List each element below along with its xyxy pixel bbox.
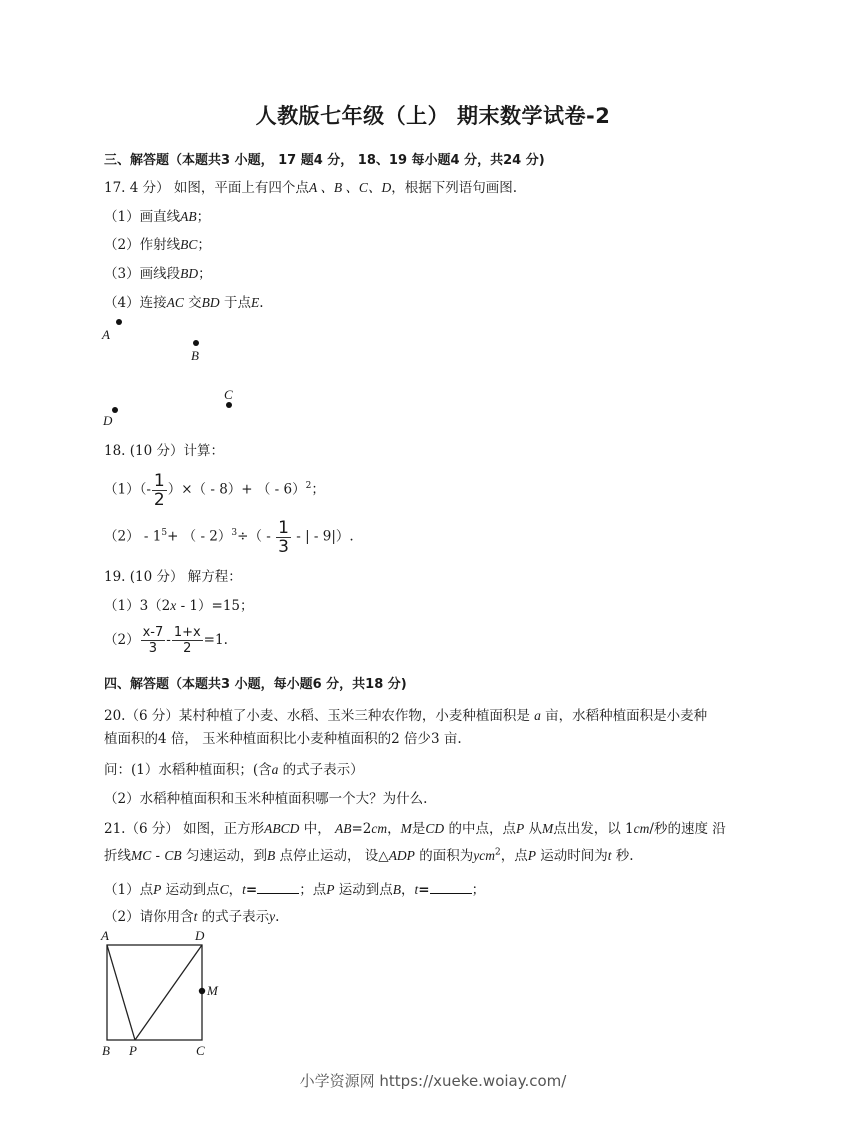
q21-question-2	[104, 905, 279, 925]
q21-l2-m2: CB	[164, 848, 182, 863]
q21-l2-m5: ycm	[473, 848, 495, 863]
q21-q1-end: ；	[471, 882, 486, 898]
q18-item-1-open: （-	[139, 481, 151, 498]
q18-item-1	[104, 467, 325, 509]
q18-item-2	[104, 514, 354, 556]
fraction-numerator: x-7	[142, 625, 164, 640]
q17-item-3-end: ；	[198, 266, 212, 282]
section-3-heading: 三、解答题（本题共3 小题， 17 题4 分， 18、19 每小题4 分，共24 分)	[104, 153, 545, 168]
q21-q1-t2: 运动到点	[161, 882, 220, 898]
footer-watermark: 小学资源网 https://xueke.woiay.com/	[299, 1072, 567, 1090]
q21-m2: AB	[335, 821, 352, 836]
q17-item-2-math: BC	[180, 237, 198, 252]
q18-item-1-label: （1）	[104, 481, 140, 498]
point-a-label: A	[102, 327, 110, 342]
q21-q1-t6: ，	[401, 882, 415, 898]
q20-question-2: （2）水稻种植面积和玉米种植面积哪一个大？为什么.	[104, 791, 428, 807]
q20-line-1-a: 20.（6 分）某村种植了小麦、水稻、玉米三种农作物，小麦种植面积是	[104, 708, 535, 724]
q21-q1-m1: P	[153, 882, 162, 897]
q19-item-2-rest: =1.	[203, 632, 228, 648]
q17-item-4-math2: BD	[201, 295, 220, 310]
q20-q1-a: 问：(1）水稻种植面积；(含	[104, 762, 272, 778]
q21-q2-m1: t	[193, 909, 198, 924]
answer-blank-2[interactable]	[430, 881, 472, 894]
q21-l2-t5: 的面积为	[414, 848, 474, 864]
q18-item-2-exponent-1: 5	[161, 528, 168, 538]
q21-m4: M	[400, 821, 412, 836]
q18-item-2-label: （2） - 1	[104, 528, 162, 545]
q17-item-1-end: ；	[196, 209, 211, 225]
figure-label-a: A	[101, 928, 109, 943]
q21-q1-t5: 运动到点	[334, 882, 393, 898]
point-c-label: C	[224, 387, 233, 402]
point-b-dot	[193, 340, 199, 346]
q21-l2-m6: P	[527, 848, 536, 863]
q21-q2-end: .	[275, 909, 280, 925]
q18-item-2-fraction	[276, 519, 291, 556]
q21-l2-m4: ADP	[388, 848, 415, 863]
q21-t7: 从	[524, 821, 543, 837]
point-d-dot	[112, 407, 118, 413]
q18-item-1-rest: ）×（ - 8）+ （ - 6）	[167, 481, 306, 498]
figure-label-m: M	[207, 983, 218, 998]
q21-m1: ABCD	[264, 821, 300, 836]
q17-item-1-label: （1）画直线	[104, 209, 181, 225]
q21-q1-m6: t	[414, 882, 419, 897]
q21-l2-t1: 折线	[104, 848, 131, 864]
q17-item-3	[104, 262, 212, 282]
q21-l2-m7: t	[607, 848, 612, 863]
q21-l2-m1: MC	[131, 848, 152, 863]
q21-q1-m3: t	[242, 882, 246, 897]
fraction-numerator: 1	[278, 517, 289, 538]
square-abcd-diagram	[95, 925, 255, 1065]
q17-item-2	[104, 233, 211, 253]
q18-stem: 18. (10 分）计算：	[104, 443, 224, 459]
q21-q1-eq: =	[245, 882, 258, 898]
q21-m8: cm	[633, 821, 650, 836]
q21-t4: ，	[387, 821, 401, 837]
q17-item-4-mid: 交	[183, 295, 202, 311]
q17-stem-points: A 、B 、C、D	[308, 180, 392, 195]
q21-l2-t7: 运动时间为	[535, 848, 608, 864]
q17-item-4-math3: E	[250, 295, 260, 310]
q21-q1-t3: ，	[228, 882, 243, 898]
q21-question-1	[104, 878, 485, 898]
q19-item-1-var: x	[170, 598, 177, 613]
q19-item-1-label: （1）3（2	[104, 598, 171, 614]
point-a-dot	[116, 319, 122, 325]
q21-t8: 点出发，以 1	[553, 821, 634, 837]
q21-m3: cm	[371, 821, 388, 836]
fraction-numerator: 1+x	[173, 625, 201, 640]
q18-item-1-end: ；	[311, 481, 325, 498]
q19-fraction-2	[172, 625, 203, 656]
q21-q1-eq2: =	[418, 882, 430, 898]
q18-item-1-exponent: 2	[305, 481, 312, 491]
q21-t5: 是	[411, 821, 426, 837]
q19-item-1	[104, 594, 254, 614]
fraction-denominator: 3	[278, 536, 289, 557]
point-b-label: B	[191, 348, 199, 363]
q21-l2-m3: B	[266, 848, 276, 863]
q17-stem	[104, 176, 517, 196]
q17-stem-prefix: 17. 4 分） 如图，平面上有四个点	[104, 180, 309, 196]
fraction-denominator: 2	[153, 489, 165, 510]
q18-item-2-rest: - | - 9|）.	[291, 528, 354, 545]
q21-l2-t8: 秒.	[611, 848, 634, 864]
q21-m6: P	[515, 821, 525, 836]
q17-item-3-math: BD	[180, 266, 199, 281]
q19-item-2-label: （2）	[104, 632, 140, 648]
figure-label-b: B	[102, 1043, 110, 1058]
fraction-denominator: 3	[148, 641, 158, 656]
q21-t3: =2	[351, 821, 372, 837]
q17-item-2-end: ；	[197, 237, 211, 253]
q21-l2-t2: -	[151, 848, 165, 864]
q21-q1-m4: P	[326, 882, 335, 897]
q21-l2-t3: 匀速运动，到	[181, 848, 267, 864]
q17-item-4-math: AC	[166, 295, 184, 310]
q19-item-2	[104, 622, 228, 658]
q21-q1-m5: B	[392, 882, 402, 897]
q21-q1-m2: C	[219, 882, 229, 897]
q20-line-1-b: 亩，水稻种植面积是小麦种	[540, 708, 708, 724]
q21-t1: 21.（6 分） 如图，正方形	[104, 821, 265, 837]
q21-t2: 中，	[299, 821, 335, 837]
q21-line-2	[104, 844, 634, 864]
q21-q1-t4: ；点	[299, 882, 327, 898]
point-c-dot	[226, 402, 232, 408]
q17-item-4-end: .	[259, 295, 264, 311]
q17-item-4-label: （4）连接	[104, 295, 167, 311]
figure-label-c: C	[196, 1043, 205, 1058]
q21-t9: /秒的速度 沿	[649, 821, 726, 837]
q17-item-1	[104, 205, 210, 225]
q21-q2-m2: y	[269, 909, 276, 924]
q20-question-1	[104, 758, 364, 778]
q21-l2-exp: 2	[494, 847, 501, 858]
page-title: 人教版七年级（上） 期末数学试卷-2	[255, 104, 611, 128]
answer-blank-1[interactable]	[257, 881, 299, 894]
q17-item-1-math: AB	[180, 209, 197, 224]
q19-item-2-operator: -	[166, 632, 171, 648]
q19-item-1-rest: - 1）=15；	[176, 598, 254, 614]
q18-item-2-exponent-2: 3	[231, 528, 238, 538]
q21-t6: 的中点，点	[444, 821, 516, 837]
q21-l2-t6: ，点	[500, 848, 528, 864]
q20-q1-b: 的式子表示）	[278, 762, 364, 778]
fraction-numerator: 1	[153, 470, 165, 491]
q17-item-2-label: （2）作射线	[104, 237, 181, 253]
q17-stem-suffix: ，根据下列语句画图.	[391, 180, 517, 196]
figure-label-p: P	[129, 1043, 137, 1058]
q18-item-1-fraction	[152, 472, 167, 509]
q18-item-2-mid: + （ - 2）	[167, 528, 232, 545]
q17-item-4	[104, 291, 264, 311]
q19-fraction-1	[141, 625, 166, 656]
q20-q1-var: a	[271, 762, 279, 777]
q21-m7: M	[542, 821, 554, 836]
figure-label-d: D	[195, 928, 205, 943]
q17-item-4-end2: 于点	[219, 295, 251, 311]
section-4-heading: 四、解答题（本题共3 小题，每小题6 分，共18 分)	[104, 677, 407, 692]
q19-stem: 19. (10 分） 解方程：	[104, 569, 242, 585]
q21-line-1	[104, 817, 726, 837]
point-d-label: D	[103, 413, 113, 428]
q20-line-2: 植面积的4 倍， 玉米种植面积比小麦种植面积的2 倍少3 亩.	[104, 731, 462, 747]
q21-q1-t1: （1）点	[104, 882, 154, 898]
q21-q2-t1: （2）请你用含	[104, 909, 194, 925]
q21-l2-t4: 点停止运动， 设△	[275, 848, 389, 864]
fraction-denominator: 2	[183, 641, 192, 656]
q20-line-1	[104, 704, 707, 724]
q21-q2-t2: 的式子表示	[197, 909, 270, 925]
q21-m5: CD	[425, 821, 445, 836]
q20-line-1-var: a	[534, 708, 541, 723]
q17-item-3-label: （3）画线段	[104, 266, 181, 282]
q18-item-2-div: ÷（ -	[237, 528, 276, 545]
